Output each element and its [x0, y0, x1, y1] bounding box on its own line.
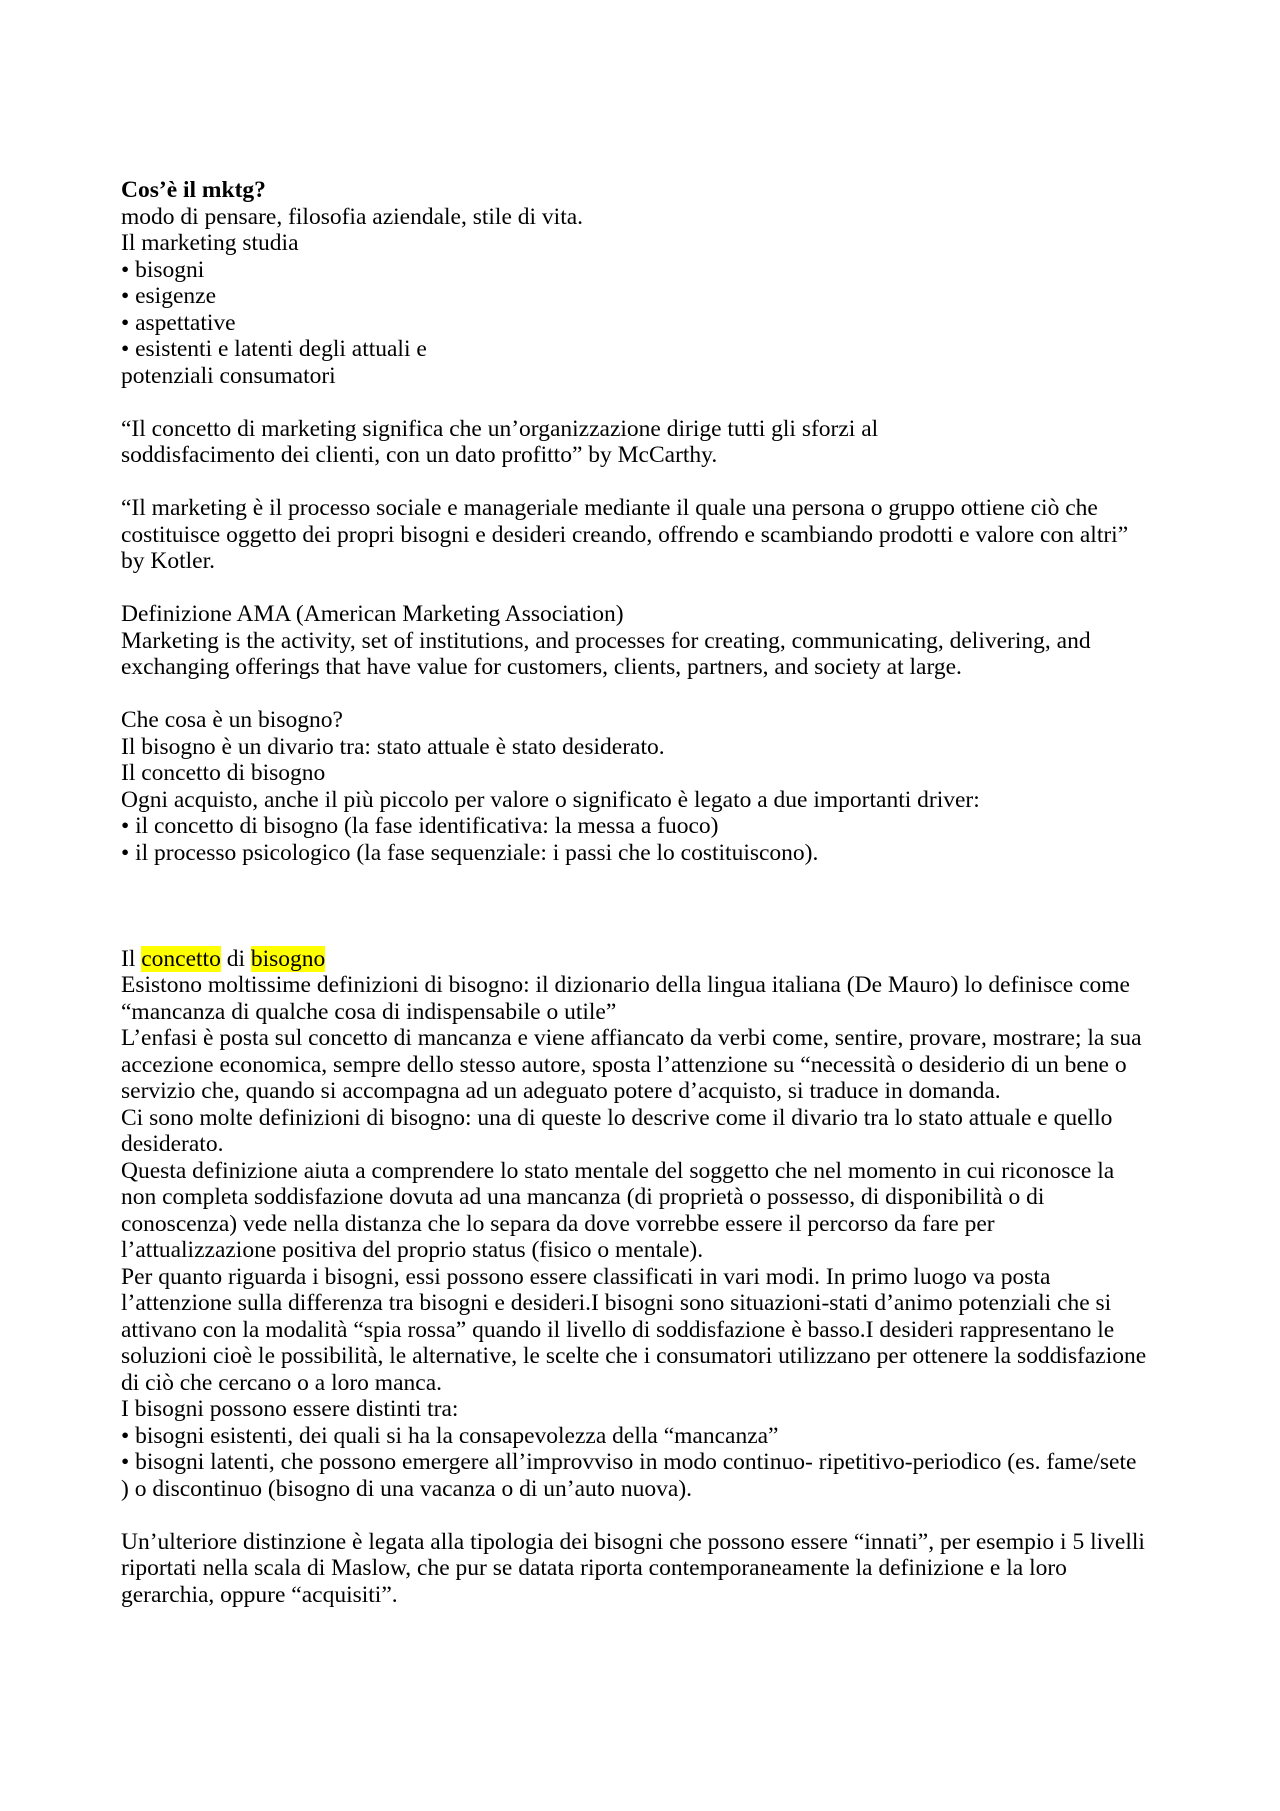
blank-line [121, 893, 1161, 920]
section-bisogno [121, 707, 1161, 866]
blank-line [121, 575, 1161, 602]
text-line: gerarchia, oppure “acquisiti”. [121, 1581, 398, 1608]
blank-line [121, 389, 1161, 416]
text-line: Esistono moltissime definizioni di bisogno: il dizionario della lingua italiana (De Mauro) lo definisce come [121, 972, 1130, 998]
title-word: Il [121, 945, 136, 972]
text-line: di ciò che cercano o a loro manca. [121, 1369, 443, 1396]
definition-ama [121, 601, 1161, 681]
text-line: servizio che, quando si accompagna ad un adeguato potere d’acquisto, si traduce in domanda. [121, 1078, 1001, 1104]
section-question: Che cosa è un bisogno? [121, 707, 343, 733]
section-marketing [121, 177, 1161, 389]
bullet-item: • esigenze [121, 283, 216, 309]
text-line: potenziali consumatori [121, 362, 336, 389]
text-line: Ci sono molte definizioni di bisogno: una di queste lo descrive come il divario tra lo stato attuale e quello [121, 1104, 1113, 1131]
text-line: Questa definizione aiuta a comprendere lo stato mentale del soggetto che nel momento in cui riconosce la [121, 1157, 1115, 1184]
bullet-item: • bisogni latenti, che possono emergere all’improvviso in modo continuo- ripetitivo-periodico (es. fame/sete [121, 1449, 1137, 1475]
blank-line [121, 919, 1161, 946]
text-line: non completa soddisfazione dovuta ad una mancanza (di proprietà o possesso, di disponibilità o di [121, 1184, 1045, 1210]
bullet-item: • il concetto di bisogno (la fase identificativa: la messa a fuoco) [121, 813, 719, 839]
text-line: ) o discontinuo (bisogno di una vacanza o di un’auto nuova). [121, 1475, 693, 1502]
highlighted-word: bisogno [250, 945, 326, 972]
document-body [121, 177, 1161, 1608]
text-line: Ogni acquisto, anche il più piccolo per valore o significato è legato a due importanti driver: [121, 786, 980, 813]
text-line: exchanging offerings that have value for customers, clients, partners, and society at large. [121, 654, 962, 680]
title-word: di [226, 945, 245, 972]
text-line: attivano con la modalità “spia rossa” quando il livello di soddisfazione è basso.I desideri rappresentano le [121, 1316, 1115, 1343]
text-line: desiderato. [121, 1131, 224, 1157]
quote-kotler [121, 495, 1161, 575]
text-line: Il bisogno è un divario tra: stato attuale è stato desiderato. [121, 733, 665, 760]
bullet-item: • bisogni esistenti, dei quali si ha la consapevolezza della “mancanza” [121, 1422, 779, 1449]
quote-mccarthy [121, 416, 1161, 469]
section-closing [121, 1529, 1161, 1609]
section-title [121, 946, 1161, 973]
text-line: Il concetto di bisogno [121, 760, 326, 786]
text-line: by Kotler. [121, 548, 215, 574]
text-line: L’enfasi è posta sul concetto di mancanza e viene affiancato da verbi come, sentire, provare, mostrare; la sua [121, 1025, 1142, 1051]
text-line: l’attenzione sulla differenza tra bisogni e desideri.I bisogni sono situazioni-stati d’animo potenziali che si [121, 1290, 1112, 1316]
highlighted-word: concetto [141, 945, 221, 972]
blank-line [121, 469, 1161, 496]
text-line: conoscenza) vede nella distanza che lo separa da dove vorrebbe essere il percorso da fare per [121, 1210, 995, 1237]
text-line: soddisfacimento dei clienti, con un dato profitto” by McCarthy. [121, 442, 718, 468]
text-line: accezione economica, sempre dello stesso autore, sposta l’attenzione su “necessità o desiderio di un bene o [121, 1051, 1127, 1078]
text-line: Il marketing studia [121, 230, 299, 256]
text-line: costituisce oggetto dei propri bisogni e desideri creando, offrendo e scambiando prodotti e valore con altri” [121, 521, 1129, 548]
text-line: l’attualizzazione positiva del proprio status (fisico o mentale). [121, 1237, 704, 1263]
text-line: riportati nella scala di Maslow, che pur se datata riporta contemporaneamente la definizione e la loro [121, 1555, 1067, 1581]
bullet-item: • bisogni [121, 256, 205, 283]
blank-line [121, 1502, 1161, 1529]
text-line: Marketing is the activity, set of institutions, and processes for creating, communicating, delivering, and [121, 627, 1091, 654]
text-line: “Il concetto di marketing significa che un’organizzazione dirige tutti gli sforzi al [121, 415, 879, 442]
bullet-item: • il processo psicologico (la fase sequenziale: i passi che lo costituiscono). [121, 839, 819, 866]
section-concetto-di-bisogno [121, 946, 1161, 1503]
text-line: I bisogni possono essere distinti tra: [121, 1396, 459, 1422]
bullet-item: • esistenti e latenti degli attuali e [121, 336, 427, 362]
text-line: Per quanto riguarda i bisogni, essi possono essere classificati in vari modi. In primo luogo va posta [121, 1263, 1051, 1290]
bullet-item: • aspettative [121, 309, 236, 336]
text-line: modo di pensare, filosofia aziendale, stile di vita. [121, 203, 584, 230]
blank-line [121, 681, 1161, 708]
definition-title: Definizione AMA (American Marketing Association) [121, 601, 624, 627]
text-line: Un’ulteriore distinzione è legata alla tipologia dei bisogni che possono essere “innati”, per esempio i 5 livelli [121, 1528, 1145, 1555]
heading-cos-e-il-mktg: Cos’è il mktg? [121, 177, 266, 203]
text-line: soluzioni cioè le possibilità, le alternative, le scelte che i consumatori utilizzano per ottenere la soddisfazione [121, 1343, 1147, 1369]
text-line: “Il marketing è il processo sociale e manageriale mediante il quale una persona o gruppo ottiene ciò che [121, 495, 1098, 521]
text-line: “mancanza di qualche cosa di indispensabile o utile” [121, 998, 617, 1025]
blank-line [121, 866, 1161, 893]
